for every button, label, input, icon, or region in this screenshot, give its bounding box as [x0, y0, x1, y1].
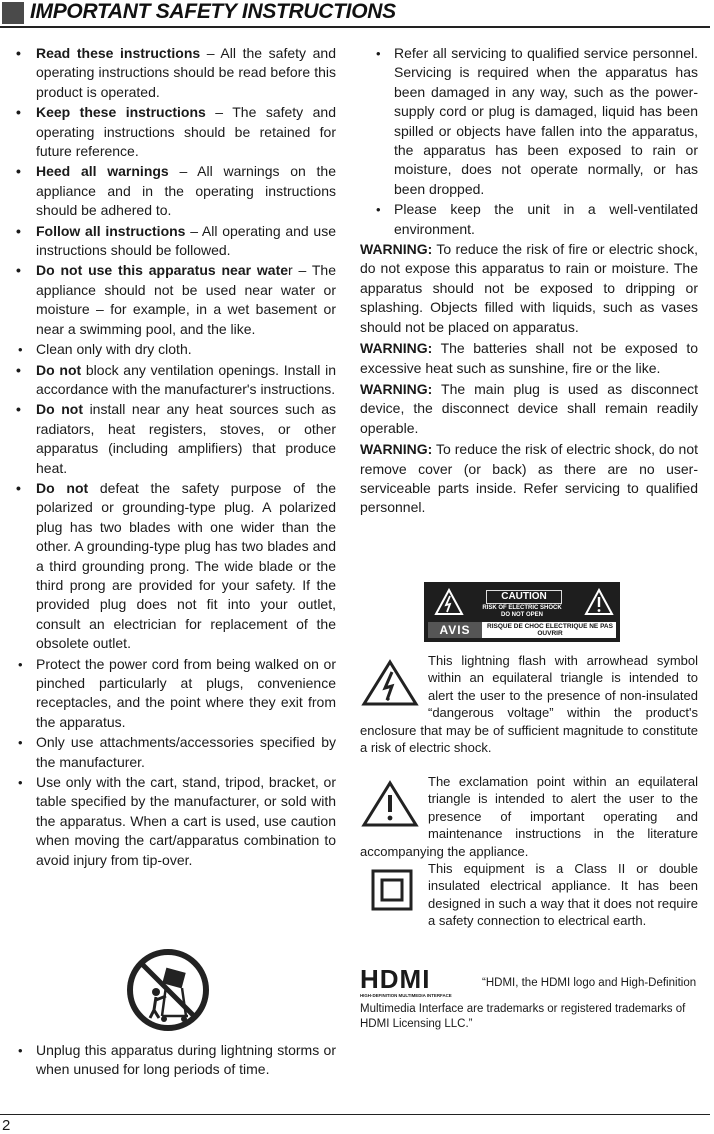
instruction-list — [14, 44, 336, 870]
item-bold: Do not — [36, 479, 89, 496]
item-text: Protect the power cord from being walked on or pinched particularly at plugs, convenience receptacles, and the point where they exit from the apparatus. — [36, 655, 336, 730]
item-bold: Heed all warnings — [36, 163, 169, 180]
warning-text: The batteries shall not be exposed to excessive heat such as sunshine, fire or the like. — [360, 340, 698, 376]
hdmi-text-line-1: “HDMI, the HDMI logo and High-Definition — [482, 977, 697, 989]
hdmi-logo-text: HDMI — [360, 964, 431, 994]
hdmi-logo-subtitle: HIGH-DEFINITION MULTIMEDIA INTERFACE — [360, 993, 452, 998]
item-text: defeat the safety purpose of the polarized or grounding-type plug. A polarized plug has two blades with one wider than the other. A grounding-type plug has two blades and a third grounding prong. The wide blade or the third prong are provided for your safety. If the provided plug does not fit into your outlet, consult an electrician for replacement of the obsolete outlet. — [36, 479, 336, 652]
hdmi-logo — [360, 966, 470, 1000]
left-column-bottom — [14, 1041, 336, 1081]
list-item: • Use only with the cart, stand, tripod, bracket, or table specified by the manufacturer, or sold with the apparatus. When a cart is used, use caution when moving the cart/apparatus combination to avoid injury from tip-over. — [18, 774, 336, 868]
warning-label: WARNING: — [360, 241, 433, 258]
exclamation-triangle-icon — [584, 588, 614, 616]
warning-text: To reduce the risk of electric shock, do not remove cover (or back) as there are no user-serviceable parts inside. Refer servicing to qualified personnel. — [360, 441, 698, 516]
item-bold: Do not — [36, 401, 83, 418]
exclamation-triangle-icon — [360, 779, 420, 829]
item-text: Use only with the cart, stand, tripod, bracket, or table specified by the manufacturer, or sold with the apparatus. When a cart is used, use caution when moving the cart/apparatus combination to avoid injury from tip-over. — [36, 774, 336, 868]
list-item: • Keep these instructions – The safety and operating instructions should be retained for future reference. — [16, 104, 336, 160]
hdmi-text-line-2: Multimedia Interface are trademarks or registered trademarks of HDMI Licensing LLC.” — [360, 1003, 686, 1030]
list-item: • Do not install near any heat sources such as radiators, heat registers, stoves, or other apparatus (including amplifiers) that produce heat. — [16, 401, 336, 476]
header-marker — [2, 2, 24, 24]
list-item: • Do not use this apparatus near water – The appliance should not be used near water or moisture – for example, in a wet basement or near a swimming pool, and the like. — [16, 262, 336, 337]
item-text: – The safety and operating instructions should be retained for future reference. — [36, 104, 336, 160]
cart-tip-over-icon — [126, 948, 210, 1032]
lightning-triangle-icon — [360, 658, 420, 708]
class-ii-square-icon — [360, 866, 420, 916]
item-text: Please keep the unit in a well-ventilated environment. — [394, 201, 698, 237]
warning-paragraph — [360, 339, 698, 378]
item-bold: Read these instructions — [36, 45, 201, 61]
caution-line-1: RISK OF ELECTRIC SHOCK — [482, 605, 562, 611]
warning-label: WARNING: — [360, 340, 433, 357]
caution-subtext — [472, 605, 572, 619]
item-text: Clean only with dry cloth. — [36, 341, 192, 358]
item-text: – All warnings on the appliance and in the operating instructions should be adhered to. — [36, 163, 336, 219]
left-column — [14, 44, 336, 871]
caution-title: CAUTION — [486, 590, 562, 604]
item-text: Refer all servicing to qualified service personnel. Servicing is required when the apparatus has been damaged in any way, such as the power-supply cord or plug is damaged, liquid has been spilled or objects have fallen into the apparatus, the apparatus has been exposed to rain or moisture, does not operate normally, or has been dropped. — [394, 45, 698, 197]
item-bold: Do not use this apparatus near wate — [36, 262, 289, 279]
symbol-explanation — [360, 773, 698, 860]
symbol-text: This equipment is a Class II or double insulated electrical appliance. It has been designed in such a way that it does not require a safety connection to electrical earth. — [428, 861, 698, 929]
warning-label: WARNING: — [360, 441, 433, 458]
risque-text: RISQUE DE CHOC ELECTRIQUE NE PAS OUVRIR — [487, 623, 613, 637]
list-item: • Only use attachments/accessories specified by the manufacturer. — [18, 734, 336, 770]
warning-paragraph — [360, 380, 698, 438]
service-list — [360, 44, 698, 239]
list-item: • Please keep the unit in a well-ventilated environment. — [376, 201, 698, 237]
avis-label: AVIS — [428, 622, 482, 638]
list-item: • Read these instructions – All the safety and operating instructions should be read before this product is operated. — [16, 45, 337, 100]
lightning-triangle-icon — [434, 588, 464, 616]
list-item: • Do not defeat the safety purpose of the polarized or grounding-type plug. A polarized plug has two blades with one wider than the other. A grounding-type plug has two blades and a third grounding prong. The wide blade or the third prong are provided for your safety. If the provided plug does not fit into your outlet, consult an electrician for replacement of the obsolete outlet. — [16, 479, 336, 652]
list-item: • Clean only with dry cloth. — [18, 341, 192, 358]
symbol-text: This lightning flash with arrowhead symbol within an equilateral triangle is intended to alert the user to the presence of non-insulated “dangerous voltage” within the product's enclosure that may be of sufficient magnitude to constitute a risk of electric shock. — [360, 653, 698, 756]
warning-text: The main plug is used as disconnect device, the disconnect device shall remain readily operable. — [360, 380, 698, 436]
item-text: r – The appliance should not be used near water or moisture – for example, in a wet basement or near a swimming pool, and the like. — [36, 262, 336, 337]
symbol-text: The exclamation point within an equilateral triangle is intended to alert the user to the presence of important operating and maintenance instructions in the literature accompanying the appliance. — [360, 774, 698, 859]
item-bold: Follow all instructions — [36, 222, 186, 239]
item-text: block any ventilation openings. Install in accordance with the manufacturer's instructions. — [36, 361, 336, 397]
avis-row — [428, 622, 616, 638]
symbol-explanation — [360, 652, 698, 756]
list-item: • Follow all instructions – All operating and use instructions should be followed. — [16, 222, 336, 259]
instruction-list-bottom — [14, 1041, 336, 1080]
item-bold: Keep these instructions — [36, 104, 206, 121]
caution-label — [424, 582, 620, 642]
list-item: • Do not block any ventilation openings. Install in accordance with the manufacturer's instructions. — [16, 361, 336, 397]
warning-paragraph — [360, 240, 698, 337]
right-column — [360, 44, 698, 520]
list-item: • Unplug this apparatus during lightning storms or when unused for long periods of time. — [18, 1042, 336, 1078]
list-item: • Refer all servicing to qualified service personnel. Servicing is required when the apparatus has been damaged in any way, such as the power-supply cord or plug is damaged, liquid has been spilled or objects have fallen into the apparatus, the apparatus has been exposed to rain or moisture, does not operate normally, or has been dropped. — [376, 45, 698, 197]
warning-label: WARNING: — [360, 380, 433, 397]
item-text: – All the safety and operating instructions should be read before this product is operated. — [36, 45, 337, 100]
list-item: • Heed all warnings – All warnings on the appliance and in the operating instructions should be adhered to. — [16, 163, 336, 219]
page-header — [0, 0, 714, 28]
warning-paragraph — [360, 440, 698, 518]
item-text: install near any heat sources such as radiators, heat registers, stoves, or other apparatus (including amplifiers) that produce heat. — [36, 401, 336, 476]
item-bold: Do not — [36, 361, 82, 378]
footer-rule — [0, 1114, 710, 1115]
header-rule — [0, 26, 710, 28]
caution-line-2: DO NOT OPEN — [500, 612, 543, 618]
item-text: – All operating and use instructions should be followed. — [36, 222, 336, 259]
symbol-explanation — [360, 860, 698, 930]
list-item: • Protect the power cord from being walked on or pinched particularly at plugs, convenience receptacles, and the point where they exit from the apparatus. — [18, 655, 336, 730]
item-text: Unplug this apparatus during lightning storms or when unused for long periods of time. — [36, 1042, 336, 1078]
item-text: Only use attachments/accessories specified by the manufacturer. — [36, 734, 336, 770]
page-number: 2 — [2, 1117, 11, 1134]
page-title: IMPORTANT SAFETY INSTRUCTIONS — [30, 0, 396, 23]
warning-text: To reduce the risk of fire or electric shock, do not expose this apparatus to rain or moisture. The apparatus should not be exposed to dripping or splashing. Objects filled with liquids, such as vases should not be placed on apparatus. — [360, 241, 698, 335]
